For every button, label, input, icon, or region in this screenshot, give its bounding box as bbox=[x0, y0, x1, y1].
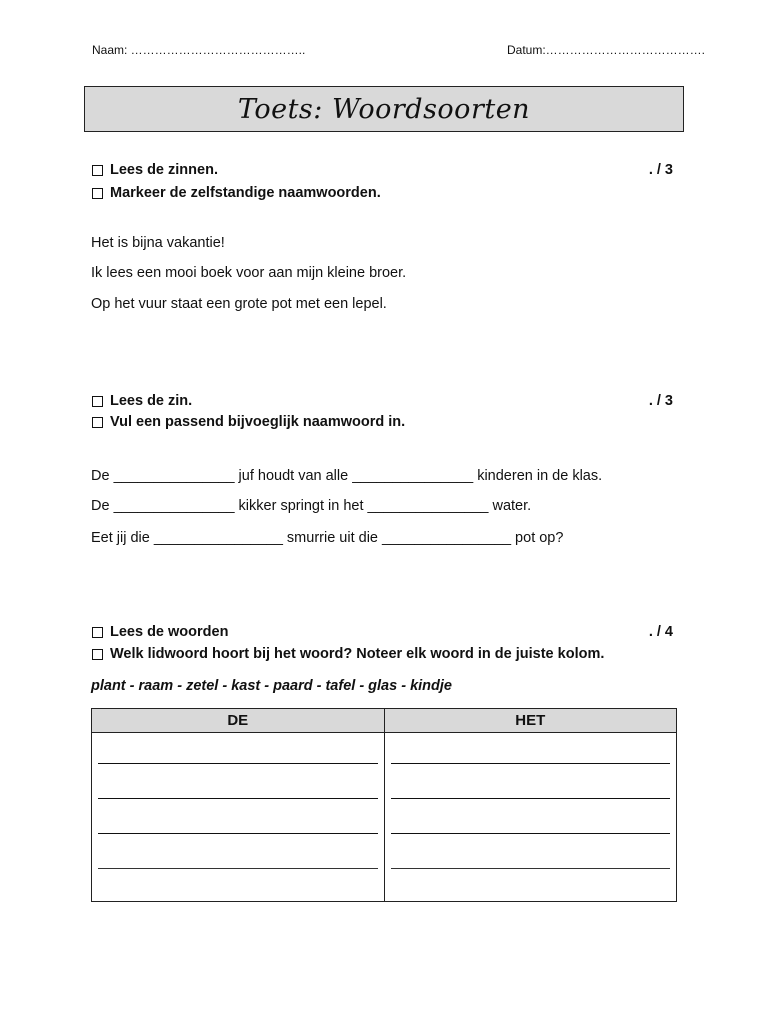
sentence: Ik lees een mooi boek voor aan mijn kleine broer. bbox=[91, 265, 407, 281]
section3-instruction1 bbox=[92, 624, 228, 640]
write-line[interactable] bbox=[98, 833, 378, 834]
instruction-text: Markeer de zelfstandige naamwoorden. bbox=[110, 185, 381, 201]
page-title: Toets: Woordsoorten bbox=[237, 93, 531, 125]
column-het[interactable] bbox=[384, 733, 677, 902]
checkbox-icon[interactable] bbox=[92, 417, 103, 428]
checkbox-icon[interactable] bbox=[92, 188, 103, 199]
sentence: Het is bijna vakantie! bbox=[91, 235, 225, 251]
write-line[interactable] bbox=[98, 798, 378, 799]
write-line[interactable] bbox=[98, 868, 378, 869]
section3-score: . / 4 bbox=[648, 624, 673, 640]
write-line[interactable] bbox=[391, 868, 671, 869]
instruction-text: Lees de zin. bbox=[110, 393, 193, 409]
word-list: plant - raam - zetel - kast - paard - tafel - glas - kindje bbox=[91, 678, 452, 694]
sentence: Op het vuur staat een grote pot met een lepel. bbox=[91, 296, 387, 312]
fill-in-sentence: Eet jij die ________________ smurrie uit die ________________ pot op? bbox=[91, 530, 564, 546]
fill-in-sentence: De _______________ kikker springt in het _______________ water. bbox=[91, 498, 532, 514]
section1-instruction1 bbox=[92, 162, 218, 178]
article-table bbox=[91, 708, 677, 902]
instruction-text: Lees de woorden bbox=[110, 624, 229, 640]
instruction-text: Lees de zinnen. bbox=[110, 162, 218, 178]
section3-instruction2 bbox=[92, 646, 604, 662]
write-line[interactable] bbox=[98, 763, 378, 764]
checkbox-icon[interactable] bbox=[92, 396, 103, 407]
section1-instruction2 bbox=[92, 185, 381, 201]
instruction-text: Vul een passend bijvoeglijk naamwoord in. bbox=[110, 414, 406, 430]
name-field-label: Naam: …………………………………….. bbox=[92, 43, 306, 57]
title-box bbox=[84, 86, 684, 132]
column-header-de: DE bbox=[92, 709, 385, 733]
section2-instruction1 bbox=[92, 393, 192, 409]
write-line[interactable] bbox=[391, 763, 671, 764]
section1-score: . / 3 bbox=[648, 162, 673, 178]
section2-instruction2 bbox=[92, 414, 405, 430]
column-de[interactable] bbox=[92, 733, 385, 902]
instruction-text: Welk lidwoord hoort bij het woord? Noteer elk woord in de juiste kolom. bbox=[110, 646, 605, 662]
write-line[interactable] bbox=[391, 833, 671, 834]
fill-in-sentence: De _______________ juf houdt van alle _______________ kinderen in de klas. bbox=[91, 468, 603, 484]
date-field-label: Datum:…………………………………. bbox=[507, 43, 706, 57]
section2-score: . / 3 bbox=[648, 393, 673, 409]
checkbox-icon[interactable] bbox=[92, 649, 103, 660]
write-line[interactable] bbox=[391, 798, 671, 799]
checkbox-icon[interactable] bbox=[92, 627, 103, 638]
checkbox-icon[interactable] bbox=[92, 165, 103, 176]
column-header-het: HET bbox=[384, 709, 677, 733]
